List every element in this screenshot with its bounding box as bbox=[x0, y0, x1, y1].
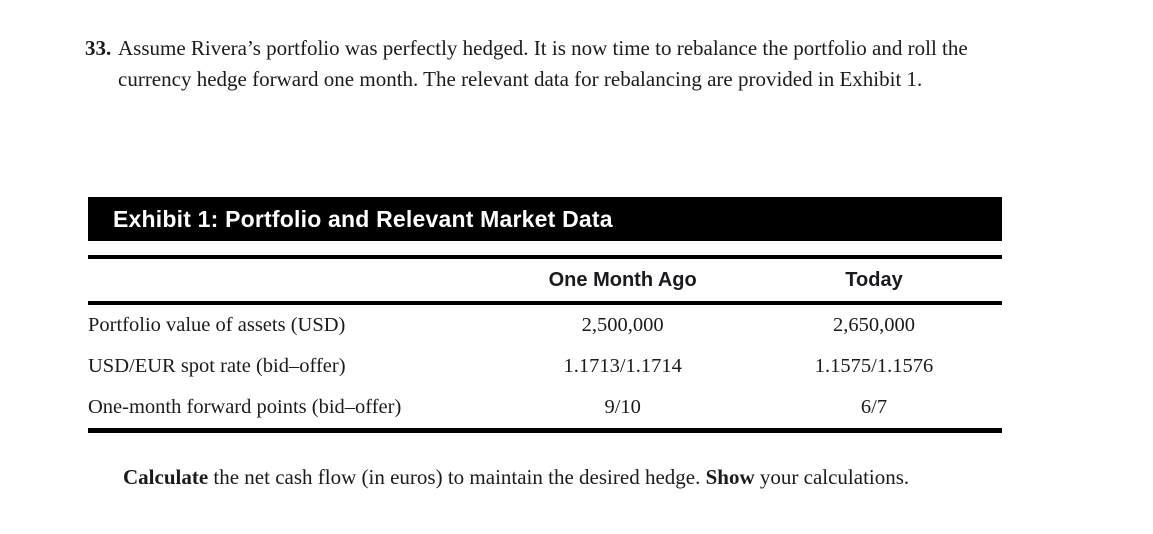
exhibit-title: Exhibit 1: Portfolio and Relevant Market Data bbox=[113, 205, 613, 232]
cell-one-month-ago: 2,500,000 bbox=[581, 314, 664, 336]
exhibit-table bbox=[88, 255, 1002, 433]
table-header-row bbox=[88, 259, 1002, 305]
col-header-one-month-ago: One Month Ago bbox=[548, 268, 697, 291]
row-label: One-month forward points (bid–offer) bbox=[88, 396, 402, 418]
exhibit-title-bar bbox=[88, 197, 1002, 241]
cell-one-month-ago: 9/10 bbox=[604, 396, 641, 418]
col-header-today: Today bbox=[845, 268, 903, 291]
question-number: 33. bbox=[85, 36, 112, 60]
row-label: USD/EUR spot rate (bid–offer) bbox=[88, 355, 346, 377]
task-instruction bbox=[123, 461, 991, 493]
question-item bbox=[85, 33, 990, 95]
cell-today: 1.1575/1.1576 bbox=[814, 355, 934, 377]
cell-today: 2,650,000 bbox=[833, 314, 916, 336]
task-text-tail: your calculations. bbox=[754, 465, 910, 489]
task-verb-show: Show bbox=[705, 465, 755, 489]
question-text: Assume Rivera’s portfolio was perfectly hedged. It is now time to rebalance the portfolio and roll the currency hedge forward one month. The relevant data for rebalancing are provided in Exhibit 1. bbox=[118, 36, 968, 91]
cell-today: 6/7 bbox=[860, 396, 888, 418]
table-row bbox=[88, 305, 1002, 346]
task-verb-calculate: Calculate bbox=[123, 465, 209, 489]
task-text-middle: the net cash flow (in euros) to maintain the desired hedge. bbox=[208, 465, 706, 489]
table-row bbox=[88, 387, 1002, 428]
cell-one-month-ago: 1.1713/1.1714 bbox=[563, 355, 682, 377]
row-label: Portfolio value of assets (USD) bbox=[88, 314, 346, 336]
table-row bbox=[88, 346, 1002, 387]
